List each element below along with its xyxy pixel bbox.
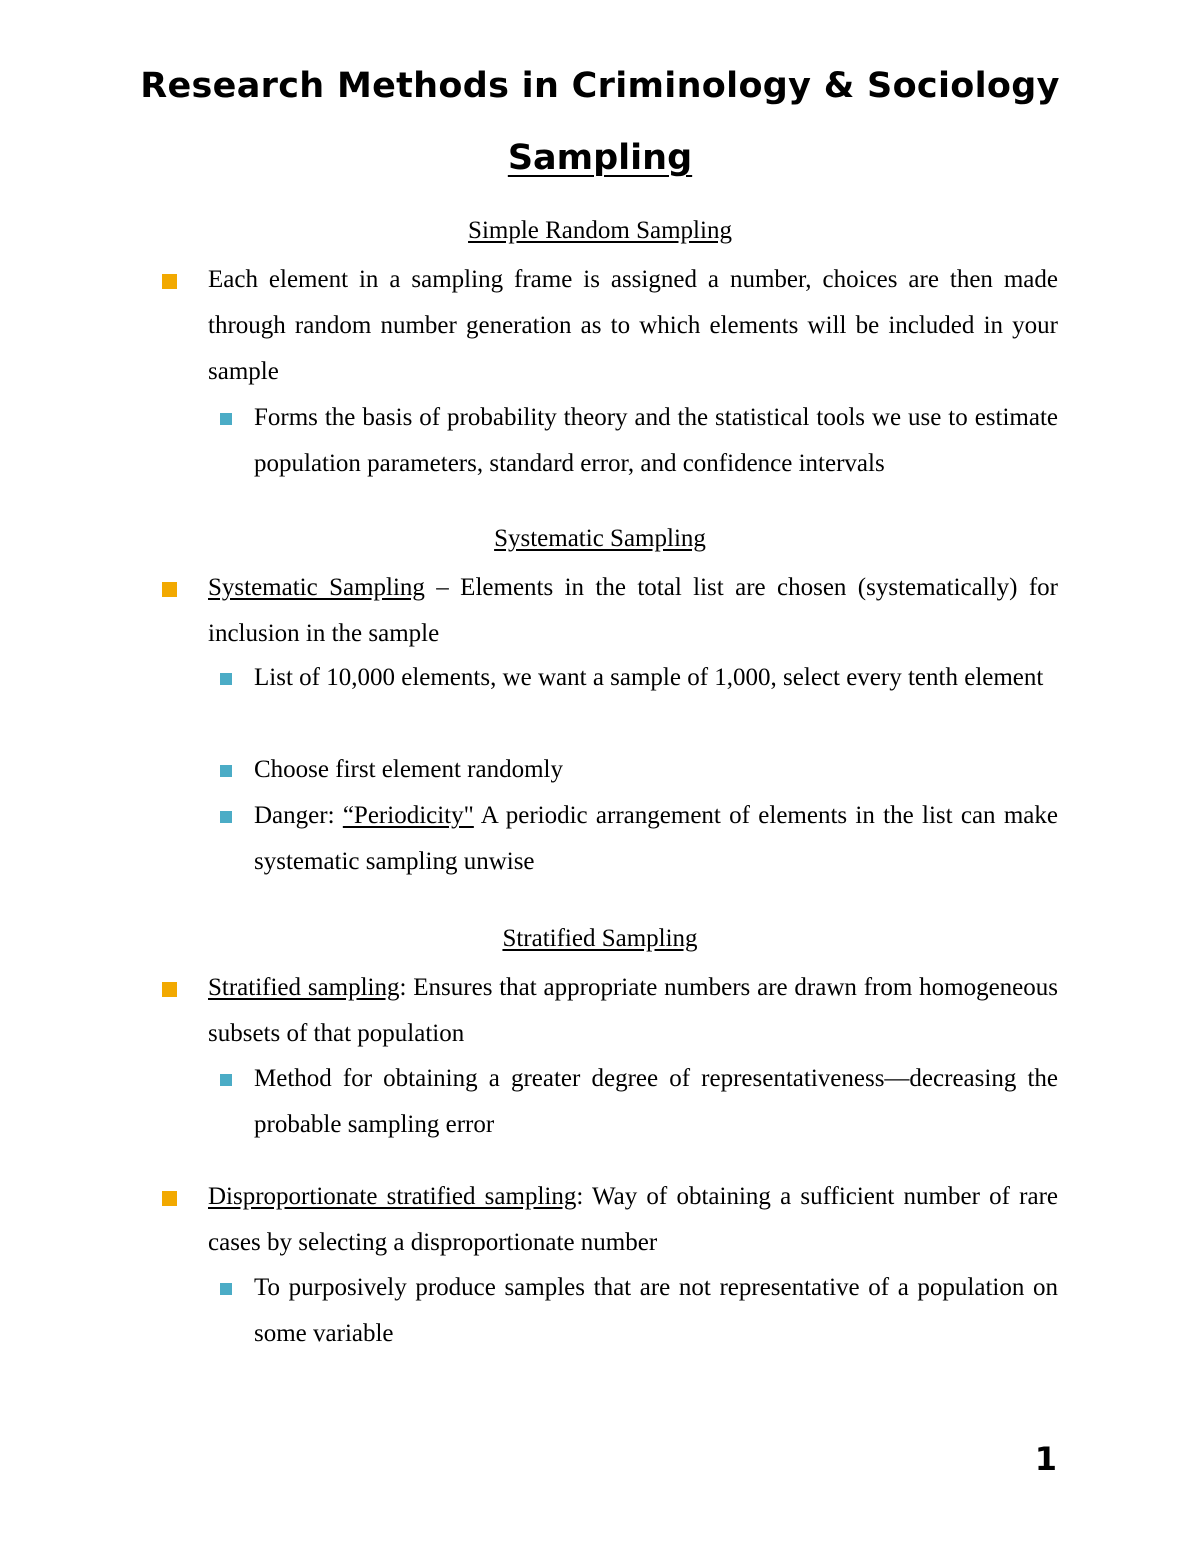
danger-prefix: Danger: — [254, 802, 343, 829]
section-heading-simple-random: Simple Random Sampling — [468, 217, 732, 244]
term-periodicity: “Periodicity" — [342, 802, 474, 829]
blue-square-bullet-icon — [220, 1283, 232, 1295]
blue-square-bullet-icon — [220, 413, 232, 425]
blue-square-bullet-icon — [220, 1074, 232, 1086]
blue-square-bullet-icon — [220, 811, 232, 823]
document-title: Research Methods in Criminology & Sociology — [140, 66, 1060, 106]
list-item-disproportionate-definition — [208, 1174, 1058, 1266]
list-item-systematic-definition — [208, 565, 1058, 657]
sub-item-choose-first: Choose first element randomly — [254, 756, 563, 783]
blue-square-bullet-icon — [220, 673, 232, 685]
section-heading-systematic: Systematic Sampling — [494, 525, 706, 552]
term-stratified-sampling: Stratified sampling — [208, 974, 400, 1001]
orange-square-bullet-icon — [162, 274, 177, 289]
list-item-stratified-definition — [208, 965, 1058, 1057]
blue-square-bullet-icon — [220, 765, 232, 777]
section-heading-stratified: Stratified Sampling — [502, 925, 698, 952]
sub-item-probability-theory: Forms the basis of probability theory and the statistical tools we use to estimate population parameters, standard error, and confidence intervals — [254, 404, 1058, 477]
document-subtitle: Sampling — [507, 138, 693, 178]
sub-item-danger-periodicity — [254, 793, 1058, 885]
sub-item-list-example: List of 10,000 elements, we want a sample of 1,000, select every tenth element — [254, 664, 1044, 691]
list-item-simple-random-definition: Each element in a sampling frame is assigned a number, choices are then made through random number generation as to which elements will be included in your sample — [208, 266, 1058, 385]
term-systematic-sampling: Systematic Sampling — [208, 574, 425, 601]
definition-text: : Ensures that appropriate numbers are drawn from homogeneous subsets of that population — [208, 974, 1058, 1047]
orange-square-bullet-icon — [162, 1191, 177, 1206]
definition-text: – Elements in the total list are chosen (systematically) for inclusion in the sample — [208, 574, 1058, 647]
term-disproportionate-stratified-sampling: Disproportionate stratified sampling — [208, 1183, 577, 1210]
orange-square-bullet-icon — [162, 582, 177, 597]
danger-text: A periodic arrangement of elements in the list can make systematic sampling unwise — [254, 802, 1058, 875]
sub-item-representativeness: Method for obtaining a greater degree of representativeness—decreasing the probable sampling error — [254, 1065, 1058, 1138]
sub-item-purposive-samples: To purposively produce samples that are not representative of a population on some variable — [254, 1274, 1058, 1347]
orange-square-bullet-icon — [162, 982, 177, 997]
definition-text: : Way of obtaining a sufficient number of rare cases by selecting a disproportionate number — [208, 1183, 1058, 1256]
page-number: 1 — [1034, 1440, 1057, 1478]
